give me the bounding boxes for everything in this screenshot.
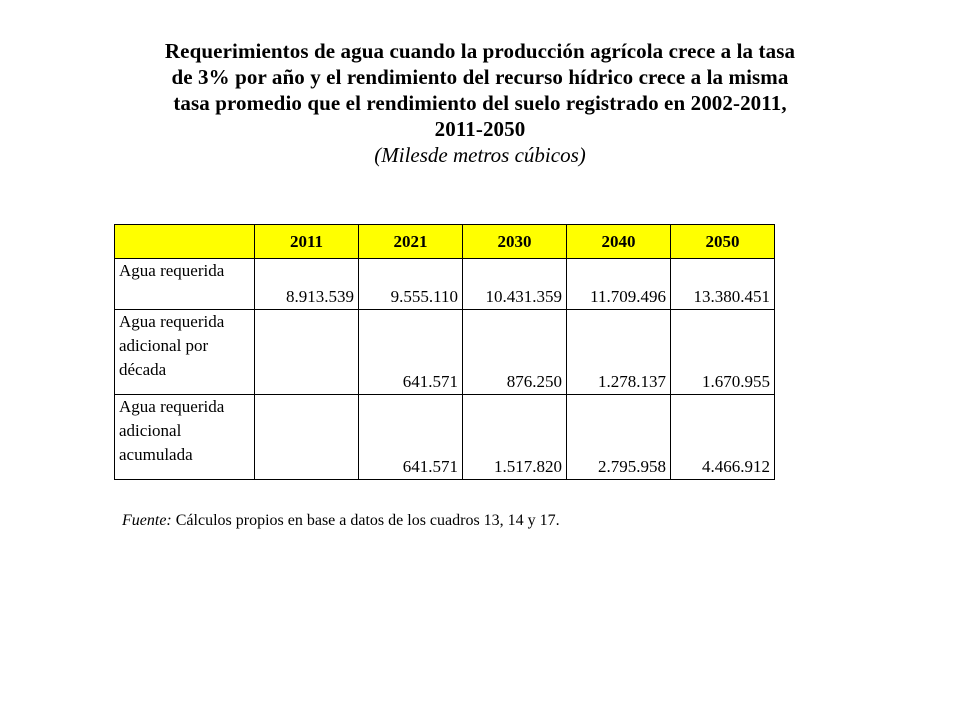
title-line-3: tasa promedio que el rendimiento del suelo registrado en 2002-2011, [173,91,787,115]
table-cell: 1.278.137 [567,310,671,395]
table-row [115,259,775,310]
table-cell [255,310,359,395]
title-line-1: Requerimientos de agua cuando la producción agrícola crece a la tasa [164,39,796,63]
source-note [122,512,560,530]
table-cell: 2.795.958 [567,395,671,480]
table-row [115,310,775,395]
title-line-2: de 3% por año y el rendimiento del recurso hídrico crece a la misma [171,65,789,89]
row-label: Agua requerida [115,259,255,310]
header-cell-2011: 2011 [255,225,359,259]
row-label: Agua requerida adicional acumulada [115,395,255,480]
table-header-row [115,225,775,259]
source-text: Cálculos propios en base a datos de los cuadros 13, 14 y 17. [171,512,560,529]
table-cell: 1.670.955 [671,310,775,395]
header-cell-2030: 2030 [463,225,567,259]
header-cell-2050: 2050 [671,225,775,259]
source-label: Fuente: [122,512,172,529]
header-cell-2040: 2040 [567,225,671,259]
table-cell: 641.571 [359,310,463,395]
title-block [100,38,860,168]
table-cell: 10.431.359 [463,259,567,310]
table-cell: 641.571 [359,395,463,480]
table-cell: 9.555.110 [359,259,463,310]
table-cell: 13.380.451 [671,259,775,310]
table-cell: 8.913.539 [255,259,359,310]
table-cell: 11.709.496 [567,259,671,310]
table-cell [255,395,359,480]
water-requirements-table [114,224,775,480]
table-cell: 876.250 [463,310,567,395]
header-cell-2021: 2021 [359,225,463,259]
row-label: Agua requerida adicional por década [115,310,255,395]
table-row [115,395,775,480]
header-cell-empty [115,225,255,259]
table-cell: 4.466.912 [671,395,775,480]
title-line-4: 2011-2050 [434,117,526,141]
table-cell: 1.517.820 [463,395,567,480]
subtitle: (Milesde metros cúbicos) [374,143,586,167]
